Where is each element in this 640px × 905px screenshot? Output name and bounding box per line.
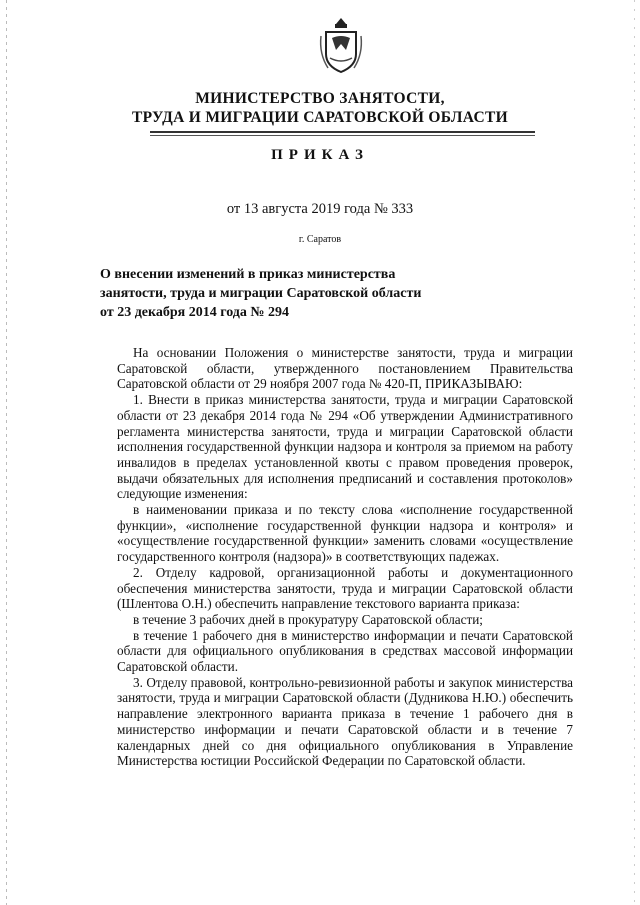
clause-2: 2. Отделу кадровой, организационной работы и документационного обеспечения министерства занятости, труда и миграции Саратовской области (Шлентова О.Н.) обеспечить направление текстового варианта приказа: [117, 564, 573, 612]
clause-1-subitem: в наименовании приказа и по тексту слова «исполнение государственной функции», «исполнение государственной функции надзора и контроля» и «осуществление государственной функции» заменить словами «осуществление государственного контроля (надзора)» в соответствующих падежах. [117, 502, 573, 565]
document-type-title: ПРИКАЗ [271, 147, 369, 163]
order-body [117, 345, 573, 769]
subject-line3: от 23 декабря 2014 года № 294 [100, 305, 289, 320]
subject-line1: О внесении изменений в приказ министерства [100, 267, 396, 282]
coat-of-arms-icon [318, 14, 364, 76]
scan-edge-left [6, 0, 7, 905]
order-date-number: от 13 августа 2019 года № 333 [226, 201, 414, 217]
subject-line2: занятости, труда и миграции Саратовской области [100, 286, 422, 301]
clause-3: 3. Отделу правовой, контрольно-ревизионной работы и закупок министерства занятости, труда и миграции Саратовской области (Дудникова Н.Ю.) обеспечить направление электронного варианта приказа в течение 1 рабочего дня в министерство информации и печати Саратовской области и в течение 7 календарных дней со дня официального опубликования в Управление Министерства юстиции Российской Федерации по Саратовской области. [117, 674, 573, 769]
clause-2-subitem-b: в течение 1 рабочего дня в министерство информации и печати Саратовской области для официального опубликования в средствах массовой информации Саратовской области. [117, 627, 573, 675]
city-label: г. Саратов [298, 234, 342, 245]
clause-2-subitem-a: в течение 3 рабочих дней в прокуратуру Саратовской области; [133, 611, 483, 627]
ministry-name-line2: ТРУДА И МИГРАЦИИ САРАТОВСКОЙ ОБЛАСТИ [132, 109, 508, 126]
header-divider [150, 131, 535, 133]
header-divider-thin [150, 135, 535, 136]
ministry-name-line1: МИНИСТЕРСТВО ЗАНЯТОСТИ, [195, 90, 445, 107]
preamble-paragraph: На основании Положения о министерстве занятости, труда и миграции Саратовской области, утвержденного постановлением Правительства Саратовской области от 29 ноября 2007 года № 420-П, ПРИКАЗЫВАЮ: [117, 345, 573, 392]
scan-edge-right [634, 0, 635, 905]
clause-1: 1. Внести в приказ министерства занятости, труда и миграции Саратовской области от 23 декабря 2014 года № 294 «Об утверждении Административного регламента министерства занятости, труда и миграции Саратовской области исполнения государственной функции надзора и контроля за приемом на работу инвалидов в пределах установленной квоты с правом проведения проверок, выдачи обязательных для исполнения предписаний и составления протоколов» следующие изменения: [117, 392, 573, 502]
